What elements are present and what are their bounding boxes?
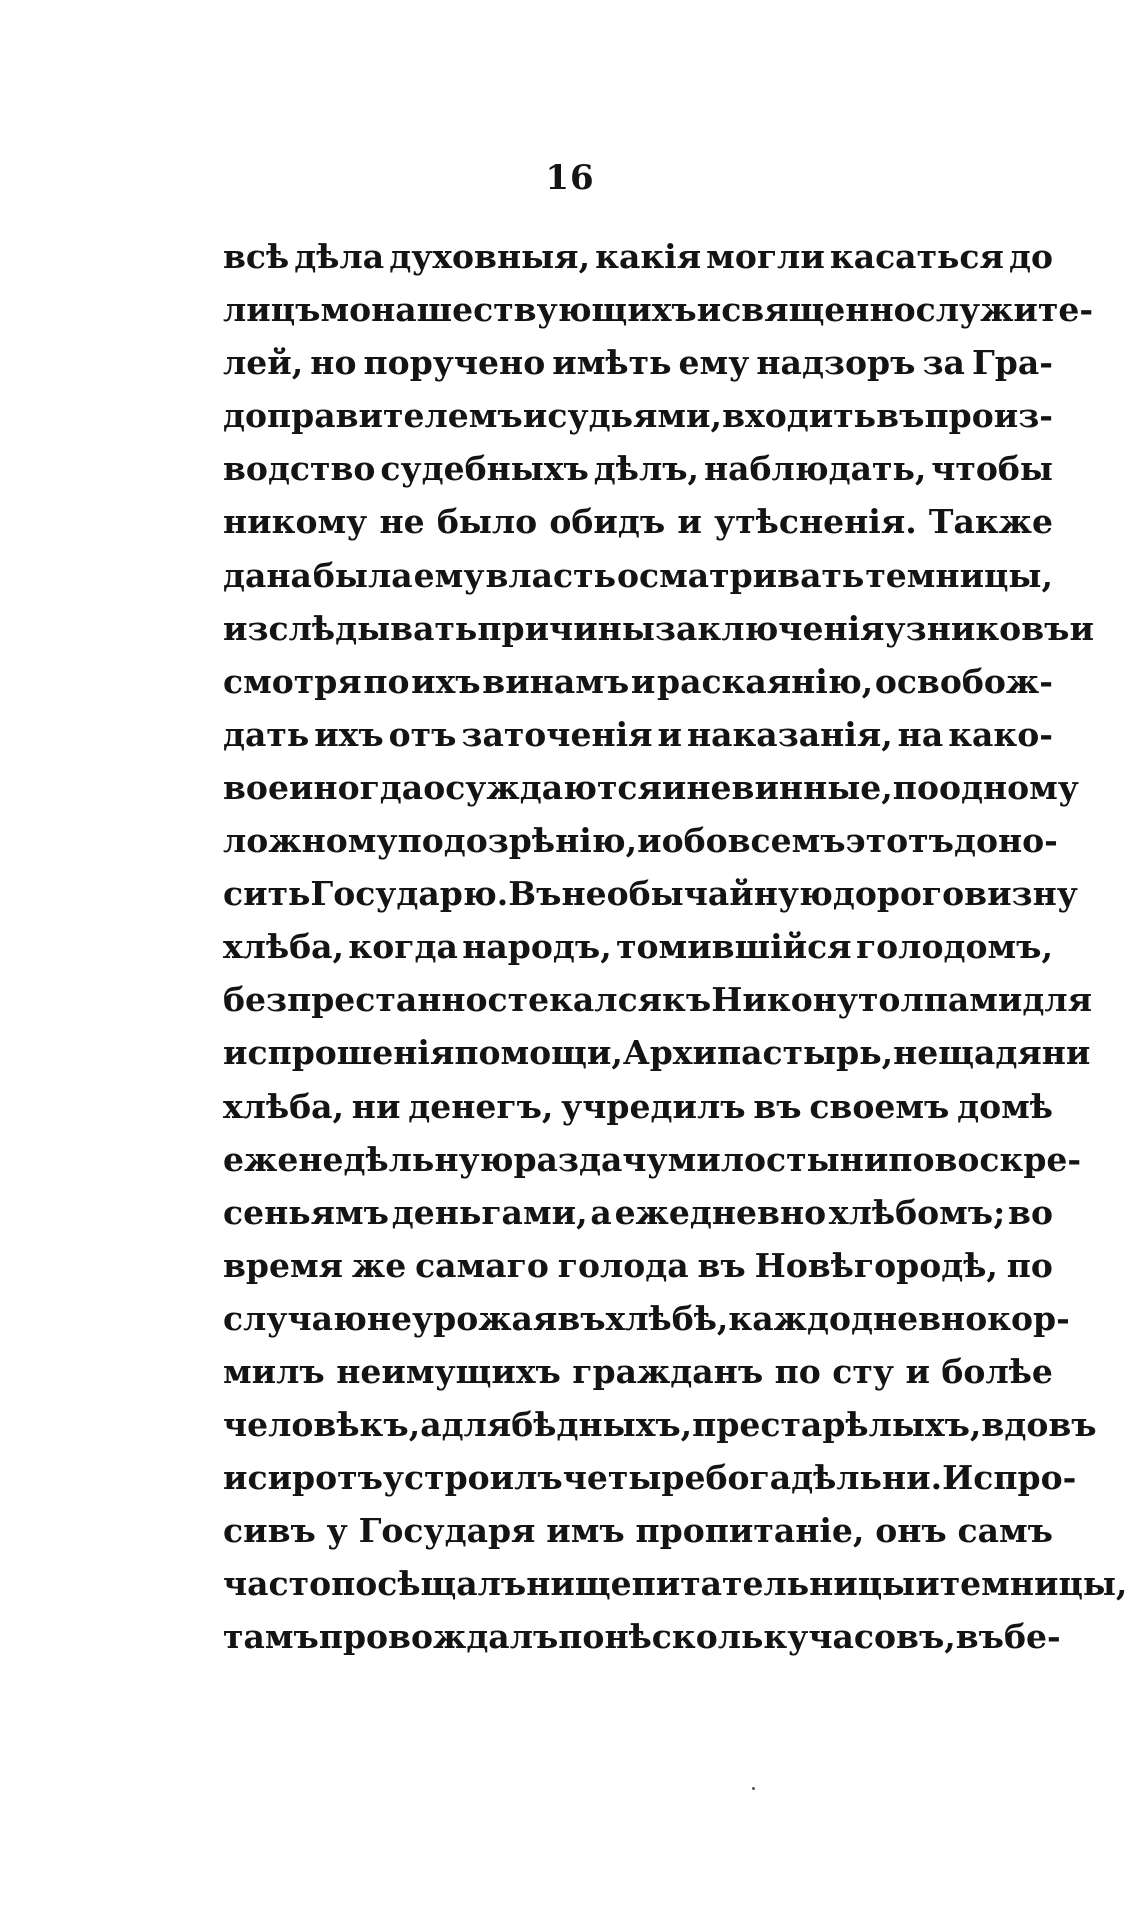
word: изслѣдывать bbox=[223, 608, 478, 648]
text-line bbox=[223, 1504, 1053, 1557]
word: Въ bbox=[508, 874, 562, 914]
text-line bbox=[223, 1292, 1070, 1345]
word: судебныхъ bbox=[380, 449, 589, 489]
word: дана bbox=[223, 555, 312, 595]
word: дѣлъ, bbox=[593, 449, 700, 489]
word: лей, bbox=[223, 343, 304, 383]
word: учредилъ bbox=[561, 1086, 746, 1126]
word: нѣскольку bbox=[604, 1617, 809, 1657]
text-line bbox=[223, 655, 1053, 708]
word: по bbox=[363, 661, 410, 701]
text-line bbox=[223, 920, 1053, 973]
word: раскаянію, bbox=[657, 661, 874, 701]
word: по bbox=[558, 1617, 605, 1657]
word: одному bbox=[938, 767, 1079, 807]
word: и bbox=[223, 1458, 248, 1498]
text-line bbox=[223, 1133, 1082, 1186]
word: како- bbox=[948, 714, 1053, 754]
word: Новѣгородѣ, bbox=[754, 1245, 998, 1285]
word: воскре- bbox=[934, 1139, 1082, 1179]
word: смотря bbox=[223, 661, 362, 701]
word: въ bbox=[955, 1617, 1004, 1657]
text-line bbox=[223, 230, 1053, 283]
word: произ- bbox=[924, 396, 1053, 436]
word: въ bbox=[876, 396, 925, 436]
word: и bbox=[637, 821, 662, 861]
word: ни bbox=[351, 1086, 401, 1126]
word: самъ bbox=[957, 1511, 1053, 1551]
word: доно- bbox=[953, 821, 1058, 861]
word: по bbox=[888, 1139, 935, 1179]
word: темницы, bbox=[865, 555, 1053, 595]
word: во bbox=[1008, 1192, 1053, 1232]
word: Гра- bbox=[971, 343, 1053, 383]
word: домѣ bbox=[957, 1086, 1053, 1126]
word: по bbox=[1006, 1245, 1053, 1285]
word: имѣть bbox=[552, 343, 672, 383]
word: и bbox=[915, 1564, 940, 1604]
word: касаться bbox=[829, 237, 1004, 276]
word: наказанія, bbox=[686, 714, 893, 754]
word: лицъ bbox=[223, 290, 321, 330]
word: въ bbox=[557, 1298, 606, 1338]
word: случаю bbox=[223, 1298, 367, 1338]
word: и bbox=[677, 502, 702, 542]
word: осуждаются bbox=[423, 767, 662, 807]
word: никому bbox=[223, 502, 368, 542]
word: пропитаніе, bbox=[635, 1511, 865, 1551]
text-line bbox=[223, 283, 1094, 336]
word: какія bbox=[595, 237, 702, 276]
word: ни bbox=[1041, 1033, 1091, 1073]
word: для bbox=[441, 1405, 512, 1445]
word: къ bbox=[662, 980, 712, 1020]
word: милъ bbox=[223, 1351, 325, 1391]
word: на bbox=[897, 714, 944, 754]
word: заключенія bbox=[654, 608, 885, 648]
text-line bbox=[223, 1345, 1053, 1398]
word: деньгами, bbox=[391, 1192, 588, 1232]
word: и bbox=[657, 714, 682, 754]
word: устроилъ bbox=[382, 1458, 563, 1498]
word: судьями, bbox=[547, 396, 723, 436]
word: но bbox=[310, 343, 357, 383]
word: томившійся bbox=[616, 927, 852, 967]
word: была bbox=[312, 555, 413, 595]
word: не bbox=[379, 502, 425, 542]
word: и bbox=[696, 290, 722, 330]
word: имъ bbox=[546, 1511, 625, 1551]
word: хлѣбѣ, bbox=[605, 1298, 729, 1338]
word: священнослужите- bbox=[721, 290, 1094, 330]
word: невинные, bbox=[686, 767, 893, 807]
word: сить bbox=[223, 874, 311, 914]
word: заточенія bbox=[461, 714, 653, 754]
word: надзоръ bbox=[756, 343, 916, 383]
word: по bbox=[774, 1351, 821, 1391]
word: четыре bbox=[562, 1458, 706, 1498]
word: человѣкъ, bbox=[223, 1405, 421, 1445]
word: престарѣлыхъ, bbox=[692, 1405, 982, 1445]
word: Испро- bbox=[942, 1458, 1077, 1498]
word: и bbox=[661, 767, 687, 807]
word: а bbox=[420, 1405, 442, 1445]
word: милостыни bbox=[667, 1139, 889, 1179]
word: въ bbox=[697, 1245, 746, 1285]
word: для bbox=[1022, 980, 1093, 1020]
word: тамъ bbox=[223, 1617, 319, 1657]
word: водство bbox=[223, 449, 376, 489]
word: всемъ bbox=[727, 821, 846, 861]
word: Государю. bbox=[310, 874, 509, 914]
word: обо bbox=[661, 821, 728, 861]
text-line bbox=[223, 708, 1053, 761]
text-line bbox=[223, 336, 1053, 389]
word: иногда bbox=[288, 767, 424, 807]
word: безпрестанно bbox=[223, 980, 488, 1020]
word: ихъ bbox=[411, 661, 481, 701]
word: неурожая bbox=[366, 1298, 558, 1338]
word: и bbox=[522, 396, 548, 436]
word: помощи, bbox=[454, 1033, 623, 1073]
word: бѣдныхъ, bbox=[511, 1405, 693, 1445]
word: не bbox=[893, 1033, 939, 1073]
text-line bbox=[223, 1557, 1128, 1610]
word: гражданъ bbox=[572, 1351, 764, 1391]
text-line bbox=[223, 1610, 1061, 1663]
word: хлѣба, bbox=[223, 1086, 345, 1126]
stray-mark bbox=[752, 1787, 755, 1790]
word: кор- bbox=[987, 1298, 1070, 1338]
word: время bbox=[223, 1245, 344, 1285]
word: отъ bbox=[388, 714, 457, 754]
word: по bbox=[892, 767, 939, 807]
word: толпами bbox=[857, 980, 1023, 1020]
word: богадѣльни. bbox=[705, 1458, 943, 1498]
word: монашествующихъ bbox=[320, 290, 697, 330]
word: вдовъ bbox=[981, 1405, 1097, 1445]
word: ихъ bbox=[314, 714, 384, 754]
word: подозрѣнію, bbox=[397, 821, 638, 861]
word: а bbox=[590, 1192, 612, 1232]
text-line bbox=[223, 1451, 1077, 1504]
word: своемъ bbox=[809, 1086, 950, 1126]
word: утѣсненія. bbox=[714, 502, 917, 542]
word: всѣ bbox=[223, 237, 290, 276]
word: народъ, bbox=[462, 927, 612, 967]
word: сиротъ bbox=[247, 1458, 383, 1498]
word: въ bbox=[753, 1086, 802, 1126]
word: и bbox=[1069, 608, 1094, 648]
text-line bbox=[223, 549, 1053, 602]
text-line bbox=[223, 1398, 1097, 1451]
word: провождалъ bbox=[318, 1617, 559, 1657]
word: ему bbox=[413, 555, 485, 595]
word: винамъ bbox=[482, 661, 630, 701]
word: же bbox=[351, 1245, 407, 1285]
text-line bbox=[223, 761, 1079, 814]
word: дѣла bbox=[294, 237, 385, 276]
word: самаго bbox=[415, 1245, 549, 1285]
word: раздачу bbox=[513, 1139, 668, 1179]
word: часовъ, bbox=[808, 1617, 956, 1657]
word: поручено bbox=[363, 343, 546, 383]
word: каждодневно bbox=[728, 1298, 988, 1338]
word: темницы, bbox=[939, 1564, 1128, 1604]
word: ежедневно bbox=[614, 1192, 827, 1232]
word: чтобы bbox=[931, 449, 1053, 489]
text-line bbox=[223, 602, 1094, 655]
word: необычайную bbox=[561, 874, 833, 914]
text-line bbox=[223, 442, 1053, 495]
word: нищепитательницы bbox=[526, 1564, 916, 1604]
word: Архипастырь, bbox=[622, 1033, 894, 1073]
word: голодомъ, bbox=[855, 927, 1053, 967]
word: ему bbox=[678, 343, 750, 383]
word: обидъ bbox=[549, 502, 666, 542]
word: наблюдать, bbox=[703, 449, 927, 489]
word: узниковъ bbox=[884, 608, 1070, 648]
body-text bbox=[223, 230, 1128, 1664]
word: онъ bbox=[875, 1511, 947, 1551]
word: хлѣбомъ; bbox=[828, 1192, 1006, 1232]
word: освобож- bbox=[874, 661, 1053, 701]
word: болѣе bbox=[941, 1351, 1053, 1391]
word: дороговизну bbox=[832, 874, 1078, 914]
word: еженедѣльную bbox=[223, 1139, 514, 1179]
text-line bbox=[223, 495, 1053, 548]
word: хлѣба, bbox=[223, 927, 345, 967]
word: голода bbox=[557, 1245, 689, 1285]
text-line bbox=[223, 814, 1058, 867]
word: вое bbox=[223, 767, 289, 807]
word: могли bbox=[706, 237, 825, 276]
word: испрошенія bbox=[223, 1033, 455, 1073]
word: до bbox=[1008, 237, 1053, 276]
word: за bbox=[922, 343, 965, 383]
word: Также bbox=[928, 502, 1053, 542]
word: доправителемъ bbox=[223, 396, 523, 436]
text-line bbox=[223, 389, 1053, 442]
text-line bbox=[223, 1239, 1053, 1292]
word: у bbox=[326, 1511, 348, 1551]
word: сту bbox=[832, 1351, 894, 1391]
word: бе- bbox=[1004, 1617, 1061, 1657]
word: ложному bbox=[223, 821, 398, 861]
word: часто bbox=[223, 1564, 332, 1604]
word: было bbox=[436, 502, 538, 542]
text-line bbox=[223, 1080, 1053, 1133]
page-number: 16 bbox=[545, 158, 595, 198]
word: стекался bbox=[487, 980, 663, 1020]
word: посѣщалъ bbox=[331, 1564, 527, 1604]
word: и bbox=[630, 661, 656, 701]
text-line bbox=[223, 867, 1078, 920]
word: Государя bbox=[358, 1511, 536, 1551]
word: причины bbox=[477, 608, 655, 648]
word: денегъ, bbox=[408, 1086, 554, 1126]
text-line bbox=[223, 1026, 1091, 1079]
word: сеньямъ bbox=[223, 1192, 389, 1232]
word: и bbox=[905, 1351, 930, 1391]
word: сивъ bbox=[223, 1511, 316, 1551]
text-line bbox=[223, 973, 1093, 1026]
word: этотъ bbox=[845, 821, 954, 861]
word: духовныя, bbox=[389, 237, 591, 276]
word: щадя bbox=[938, 1033, 1042, 1073]
word: Никону bbox=[711, 980, 858, 1020]
text-line bbox=[223, 1186, 1053, 1239]
word: неимущихъ bbox=[336, 1351, 561, 1391]
word: осматривать bbox=[617, 555, 865, 595]
word: входить bbox=[722, 396, 877, 436]
word: дать bbox=[223, 714, 310, 754]
word: когда bbox=[348, 927, 458, 967]
word: власть bbox=[485, 555, 616, 595]
